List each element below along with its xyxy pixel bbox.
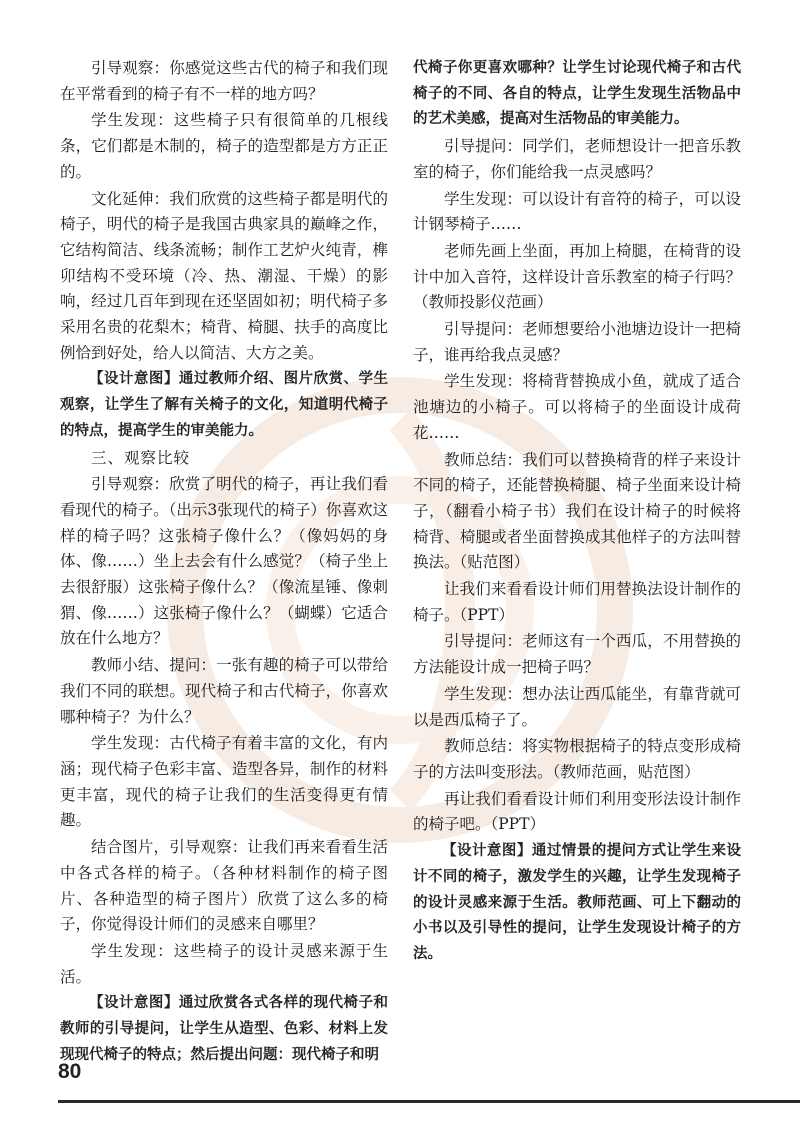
- section-heading-observe-compare: 三、观察比较: [91, 448, 191, 467]
- paragraph-teacher-summary-1: 教师小结、提问：一张有趣的椅子可以带给我们不同的联想。现代椅子和古代椅子，你喜欢哪种椅子？为什么？: [60, 656, 388, 726]
- paragraph-student-discover-2: 学生发现：古代椅子有着丰富的文化，有内涵；现代椅子色彩丰富、造型各异，制作的材料更丰富，现代的椅子让我们的生活变得更有情趣。: [60, 734, 388, 830]
- paragraph-guide-question-1: 引导提问：同学们，老师想设计一把音乐教室的椅子，你们能给我一点灵感吗？: [413, 137, 741, 181]
- left-column: [60, 56, 388, 1069]
- paragraph-culture-extension: 文化延伸：我们欣赏的这些椅子都是明代的椅子，明代的椅子是我国古典家具的巅峰之作，它结构简洁、线条流畅；制作工艺炉火纯青，榫卯结构不受环境（冷、热、潮湿、干燥）的影响，经过几百年到现在还坚固如初；明代椅子多采用名贵的花梨木；椅背、椅腿、扶手的高度比例恰到好处，给人以简洁、大方之美。: [60, 189, 388, 362]
- design-intent-note-2-continued: 代椅子你更喜欢哪种？让学生讨论现代椅子和古代椅子的不同、各自的特点，让学生发现生活物品中的艺术美感，提高对生活物品的审美能力。: [413, 60, 741, 128]
- design-intent-note-3: 【设计意图】通过情景的提问方式让学生来设计不同的椅子，激发学生的兴趣，让学生发现椅子的设计灵感来源于生活。教师范画、可上下翻动的小书以及引导性的提问，让学生发现设计椅子的方法。: [413, 843, 741, 962]
- right-column: [413, 56, 741, 969]
- paragraph-teacher-summary-2: 教师总结：我们可以替换椅背的样子来设计不同的椅子，还能替换椅腿、椅子坐面来设计椅子，（翻看小椅子书）我们在设计椅子的时候将椅背、椅腿或者坐面替换成其他样子的方法叫替换法。（贴范图）: [413, 450, 741, 572]
- paragraph-replace-method-ppt: 让我们来看看设计师们用替换法设计制作的椅子。（PPT）: [413, 580, 741, 624]
- paragraph-guide-observe-1: 引导观察：你感觉这些古代的椅子和我们现在平常看到的椅子有不一样的地方吗？: [60, 59, 388, 103]
- paragraph-teacher-summary-3: 教师总结：将实物根据椅子的特点变形成椅子的方法叫变形法。（教师范画，贴范图）: [413, 737, 741, 781]
- paragraph-student-discover-5: 学生发现：将椅背替换成小鱼，就成了适合池塘边的小椅子。可以将椅子的坐面设计成荷花……: [413, 372, 741, 442]
- paragraph-student-discover-3: 学生发现：这些椅子的设计灵感来源于生活。: [60, 941, 388, 986]
- paragraph-student-discover-4: 学生发现：可以设计有音符的椅子，可以设计钢琴椅子……: [413, 189, 741, 234]
- paragraph-guide-question-2: 引导提问：老师想要给小池塘边设计一把椅子，谁再给我点灵感？: [413, 320, 741, 364]
- paragraph-student-discover-6: 学生发现：想办法让西瓜能坐，有靠背就可以是西瓜椅子了。: [413, 684, 741, 729]
- page-number: 80: [58, 1060, 82, 1083]
- paragraph-guide-observe-2: 引导观察：欣赏了明代的椅子，再让我们看看现代的椅子。（出示3张现代的椅子）你喜欢这样的椅子吗？这张椅子像什么？（像妈妈的身体、像……）坐上去会有什么感觉？（椅子坐上去很舒服）这张椅子像什么？（像流星锤、像刺猬、像……）这张椅子像什么？（蝴蝶）它适合放在什么地方？: [60, 475, 388, 648]
- footer-rule: [58, 1100, 800, 1103]
- design-intent-note-1: 【设计意图】通过教师介绍、图片欣赏、学生观察，让学生了解有关椅子的文化，知道明代椅子的特点，提高学生的审美能力。: [60, 371, 388, 439]
- paragraph-student-discover-1: 学生发现：这些椅子只有很简单的几根线条，它们都是木制的，椅子的造型都是方方正正的。: [60, 111, 388, 181]
- paragraph-picture-guide: 结合图片，引导观察：让我们再来看看生活中各式各样的椅子。（各种材料制作的椅子图片、各种造型的椅子图片）欣赏了这么多的椅子，你觉得设计师们的灵感来自哪里？: [60, 838, 388, 934]
- paragraph-teacher-draw: 老师先画上坐面，再加上椅腿，在椅背的设计中加入音符，这样设计音乐教室的椅子行吗？（教师投影仪范画）: [413, 241, 741, 312]
- design-intent-note-2: 【设计意图】通过欣赏各式各样的现代椅子和教师的引导提问，让学生从造型、色彩、材料上发现现代椅子的特点；然后提出问题：现代椅子和明: [60, 995, 388, 1063]
- paragraph-guide-question-3: 引导提问：老师这有一个西瓜，不用替换的方法能设计成一把椅子吗？: [413, 632, 741, 677]
- paragraph-transform-method-ppt: 再让我们看看设计师们利用变形法设计制作的椅子吧。（PPT）: [413, 789, 741, 834]
